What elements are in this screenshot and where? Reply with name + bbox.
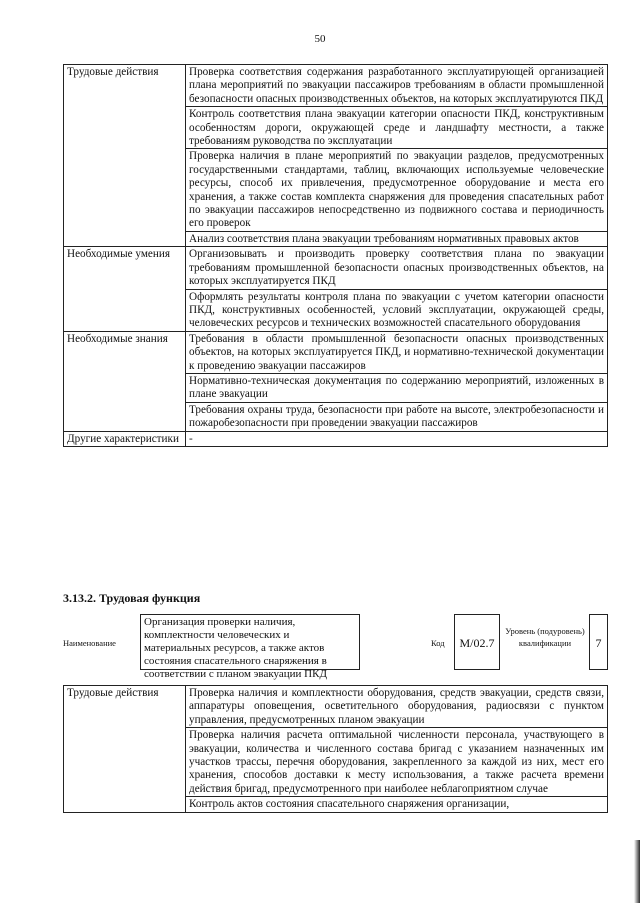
row-label-labor-actions: Трудовые действия — [64, 686, 186, 813]
function-name-box: Организация проверки наличия, комплектности человеческих и материальных ресурсов, а также актов состояния спасательного снаряжения в соответствии с планом эвакуации ПКД — [140, 614, 360, 670]
table-cell: Оформлять результаты контроля плана по эвакуации с учетом категории опасности ПКД, конструктивных особенностей, условий эксплуатации, окружающей среды, человеческих ресурсов и технических возможностей спасательного оборудования — [186, 289, 608, 331]
table-row — [64, 247, 608, 289]
level-label: Уровень (подуровень) квалификации — [505, 626, 585, 648]
page-number: 50 — [314, 33, 326, 45]
name-label: Наименование — [63, 638, 116, 648]
level-box: 7 — [589, 614, 608, 670]
table-cell: Контроль соответствия плана эвакуации категории опасности ПКД, конструктивным особенностям дороги, окружающей среде и ландшафту местности, а также требованиям руководства по эксплуатации — [186, 107, 608, 149]
row-label-knowledge: Необходимые знания — [64, 331, 186, 431]
competency-table-1 — [63, 64, 608, 447]
competency-table-2 — [63, 685, 608, 813]
row-label-other: Другие характеристики — [64, 431, 186, 446]
labor-function-header — [63, 614, 608, 680]
code-label: Код — [431, 638, 445, 648]
table-cell: Проверка соответствия содержания разработанного эксплуатирующей организацией плана мероприятий по эвакуации пассажиров требованиям в области промышленной безопасности опасных производственных объектов, на которых эксплуатируются ПКД — [186, 65, 608, 107]
table-cell: Организовывать и производить проверку соответствия плана по эвакуации требованиям промышленной безопасности опасных производственных объектов, на которых эксплуатируется ПКД — [186, 247, 608, 289]
table-cell: Требования в области промышленной безопасности опасных производственных объектов, на которых эксплуатируется ПКД, и нормативно-технической документации к проведению эвакуации пассажиров — [186, 331, 608, 373]
row-label-labor-actions: Трудовые действия — [64, 65, 186, 247]
section-heading: 3.13.2. Трудовая функция — [63, 591, 201, 605]
table-cell: Требования охраны труда, безопасности при работе на высоте, электробезопасности и пожаробезопасности при проведении эвакуации пассажиров — [186, 402, 608, 431]
table-row — [64, 331, 608, 373]
table-row — [64, 65, 608, 107]
table-cell: - — [186, 431, 608, 446]
code-box: М/02.7 — [454, 614, 500, 670]
table-cell: Нормативно-техническая документация по содержанию мероприятий, изложенных в плане эвакуации — [186, 373, 608, 402]
table-cell: Анализ соответствия плана эвакуации требованиям нормативных правовых актов — [186, 231, 608, 246]
scan-edge-shadow — [634, 840, 640, 903]
table-cell: Проверка наличия расчета оптимальной численности персонала, участвующего в эвакуации, количества и численного состава бригад с указанием назначенных им участков трассы, перечня оборудования, закрепленного за каждой из них, мест его хранения, способов доставки к месту использования, а также расчета времени действия бригад, предусмотренного при наиболее неблагоприятном случае — [186, 728, 608, 797]
table-row — [64, 431, 608, 446]
table-cell: Контроль актов состояния спасательного снаряжения организации, — [186, 797, 608, 812]
table-row — [64, 686, 608, 728]
table-cell: Проверка наличия и комплектности оборудования, средств эвакуации, средств связи, аппаратуры оповещения, осветительного оборудования, радиосвязи с пунктом управления, предусмотренных планом эвакуации — [186, 686, 608, 728]
table-cell: Проверка наличия в плане мероприятий по эвакуации разделов, предусмотренных государственными стандартами, таблиц, включающих используемые человеческие ресурсы, способ их привлечения, предусмотренное оборудование и места его хранения, а также состав комплекта снаряжения для проведения спасательных работ по эвакуации пассажиров непосредственно из подвижного состава и периодичность его проверок — [186, 149, 608, 231]
row-label-skills: Необходимые умения — [64, 247, 186, 331]
